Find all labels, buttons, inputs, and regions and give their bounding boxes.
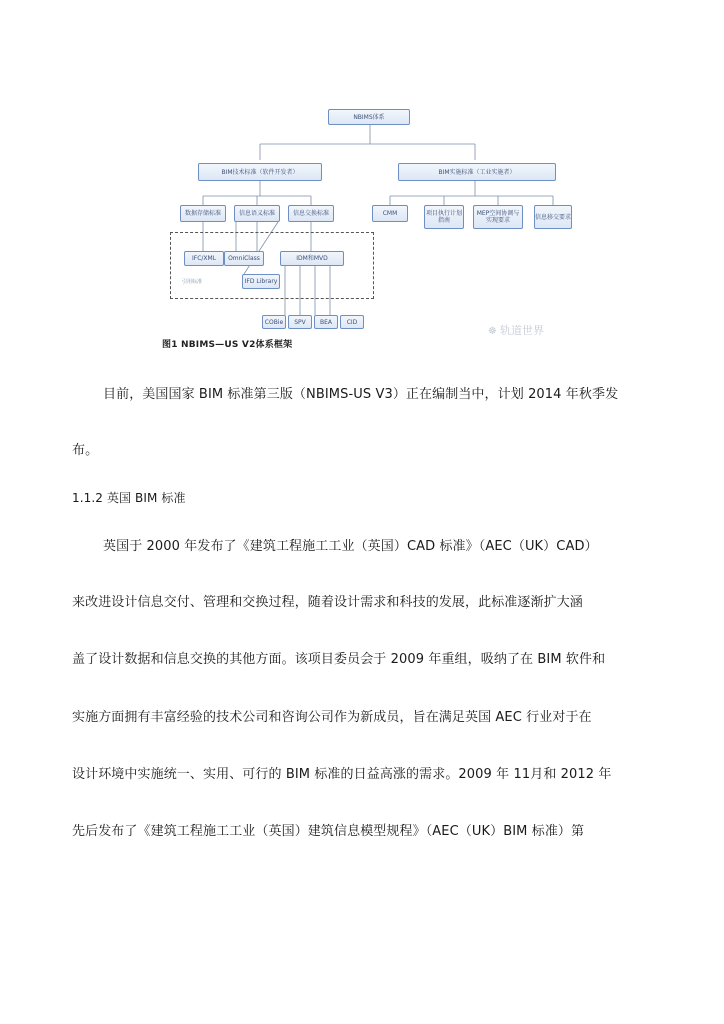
- wheel-logo-icon: ☸: [488, 326, 497, 337]
- paragraph-2-line-3: 盖了设计数据和信息交换的其他方面。该项目委员会于 2009 年重组，吸纳了在 BIM 软件和: [72, 652, 606, 667]
- paragraph-2-line-2: 来改进设计信息交付、管理和交换过程，随着设计需求和科技的发展，此标准逐渐扩大涵: [72, 595, 583, 610]
- watermark: [488, 322, 544, 338]
- node-omniclass: OmniClass: [224, 251, 264, 266]
- node-exchange: 信息交换标准: [288, 205, 334, 222]
- node-cobie: COBie: [262, 315, 286, 329]
- nbims-diagram: [160, 104, 580, 356]
- node-bim-implementation-standards: BIM实施标准（工业实施者）: [398, 163, 556, 181]
- node-spv: SPV: [288, 315, 312, 329]
- figure-caption: 图1 NBIMS—US V2体系框架: [162, 340, 293, 350]
- paragraph-1-line-1: 目前，美国国家 BIM 标准第三版（NBIMS-US V3）正在编制当中，计划 2014 年秋季发: [103, 387, 619, 402]
- paragraph-2-line-4: 实施方面拥有丰富经验的技术公司和咨询公司作为新成员，旨在满足英国 AEC 行业对于在: [72, 710, 592, 725]
- node-mep: MEP空间协调与实现要求: [473, 205, 523, 229]
- node-bim-technical-standards: BIM技术标准（软件开发者）: [198, 163, 322, 181]
- watermark-text: 轨道世界: [499, 324, 544, 337]
- node-bea: BEA: [314, 315, 338, 329]
- node-cid: CID: [340, 315, 364, 329]
- paragraph-2-line-6: 先后发布了《建筑工程施工工业（英国）建筑信息模型规程》（AEC（UK）BIM 标准）第: [72, 824, 585, 839]
- node-idm-mvd: IDM和MVD: [280, 251, 344, 266]
- node-nbims-root: NBIMS体系: [328, 109, 410, 125]
- node-ifd-library: IFD Library: [242, 274, 280, 289]
- node-ifc-xml: IFC/XML: [184, 251, 224, 266]
- node-cmm: CMM: [372, 205, 408, 222]
- node-data-storage: 数据存储标准: [180, 205, 226, 222]
- section-heading: 1.1.2 英国 BIM 标准: [72, 491, 186, 505]
- paragraph-2-line-5: 设计环境中实施统一、实用、可行的 BIM 标准的日益高涨的需求。2009 年 11月和 2012 年: [72, 767, 612, 782]
- node-semantic: 信息语义标准: [234, 205, 280, 222]
- paragraph-2-line-1: 英国于 2000 年发布了《建筑工程施工工业（英国）CAD 标准》（AEC（UK）CAD）: [103, 539, 598, 554]
- node-handover: 信息移交要求: [534, 205, 572, 229]
- diagram-connectors: [160, 104, 580, 356]
- paragraph-1-line-2: 布。: [72, 443, 99, 458]
- node-project-plan: 项目执行计划指南: [424, 205, 464, 229]
- referenced-standards-label: 引用标准: [182, 279, 203, 285]
